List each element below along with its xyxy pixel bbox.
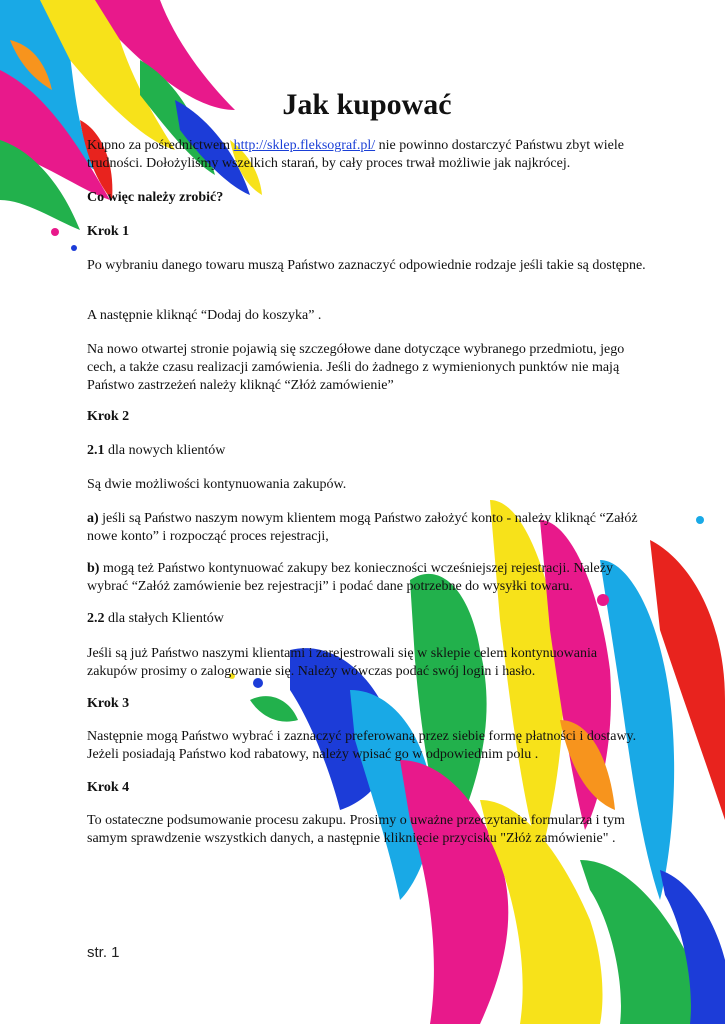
page-title: Jak kupować xyxy=(282,88,452,121)
section-2-1 xyxy=(87,442,647,460)
section-2-2 xyxy=(87,610,647,628)
section-2-2-title: dla stałych Klientów xyxy=(104,611,224,626)
step3-heading: Krok 3 xyxy=(87,696,130,711)
intro-text-after: nie powinno dostarczyć Państwu zbyt wiele trudności. Dołożyliśmy wszelkich starań, by cały proces trwał możliwie jak najkrócej. xyxy=(87,138,624,171)
section-2-1-title: dla nowych klientów xyxy=(104,443,226,458)
step1-paragraph-3: Na nowo otwartej stronie pojawią się szczegółowe dane dotyczące wybranego przedmiotu, jego cech, a także czasu realizacji zamówienia. Jeśli do żadnego z wymienionych punktów nie mają Państwo zastrzeżeń należy kliknąć “Złóż zamówienie” xyxy=(87,342,625,393)
question-heading: Co więc należy zrobić? xyxy=(87,190,224,205)
step3-paragraph: Następnie mogą Państwo wybrać i zaznaczyć preferowaną przez siebie formę płatności i dostawy. Jeżeli posiadają Państwo kod rabatowy, należy wpisać go w odpowiednim polu . xyxy=(87,729,637,762)
step4-heading: Krok 4 xyxy=(87,780,130,795)
section-2-1-paragraph: Są dwie możliwości kontynuowania zakupów. xyxy=(87,477,347,492)
section-2-2-number: 2.2 xyxy=(87,611,105,626)
page-number: str. 1 xyxy=(87,944,120,961)
option-b xyxy=(87,560,647,596)
option-b-text: mogą też Państwo kontynuować zakupy bez konieczności wcześniejszej rejestracji. Należy wybrać “Załóż zamówienie bez rejestracji” i podać dane potrzebne do wysyłki towaru. xyxy=(87,561,613,594)
step1-paragraph-1: Po wybraniu danego towaru muszą Państwo zaznaczyć odpowiednie rodzaje jeśli takie są dostępne. xyxy=(87,258,646,273)
option-a-label: a) xyxy=(87,511,99,526)
intro-paragraph xyxy=(87,137,647,173)
step4-paragraph: To ostateczne podsumowanie procesu zakupu. Prosimy o uważne przeczytanie formularza i tym samym sprawdzenie wszystkich danych, a następnie kliknięcie przycisku "Złóż zamówienie" . xyxy=(87,813,625,846)
section-2-2-paragraph: Jeśli są już Państwo naszymi klientami i zarejestrowali się w sklepie celem kontynuowania zakupów prosimy o zalogowanie się. Należy wówczas podać swój login i hasło. xyxy=(87,646,598,679)
option-a-text: jeśli są Państwo naszym nowym klientem mogą Państwo założyć konto - należy kliknąć “Załóż nowe konto” i rozpocząć proces rejestracji, xyxy=(87,511,638,544)
section-2-1-number: 2.1 xyxy=(87,443,105,458)
step1-heading: Krok 1 xyxy=(87,224,130,239)
option-b-label: b) xyxy=(87,561,100,576)
intro-text-before: Kupno za pośrednictwem xyxy=(87,138,234,153)
shop-link[interactable]: http://sklep.fleksograf.pl/ xyxy=(233,138,376,153)
option-a xyxy=(87,510,647,546)
step2-heading: Krok 2 xyxy=(87,409,130,424)
step1-paragraph-2: A następnie kliknąć “Dodaj do koszyka” . xyxy=(87,308,322,323)
